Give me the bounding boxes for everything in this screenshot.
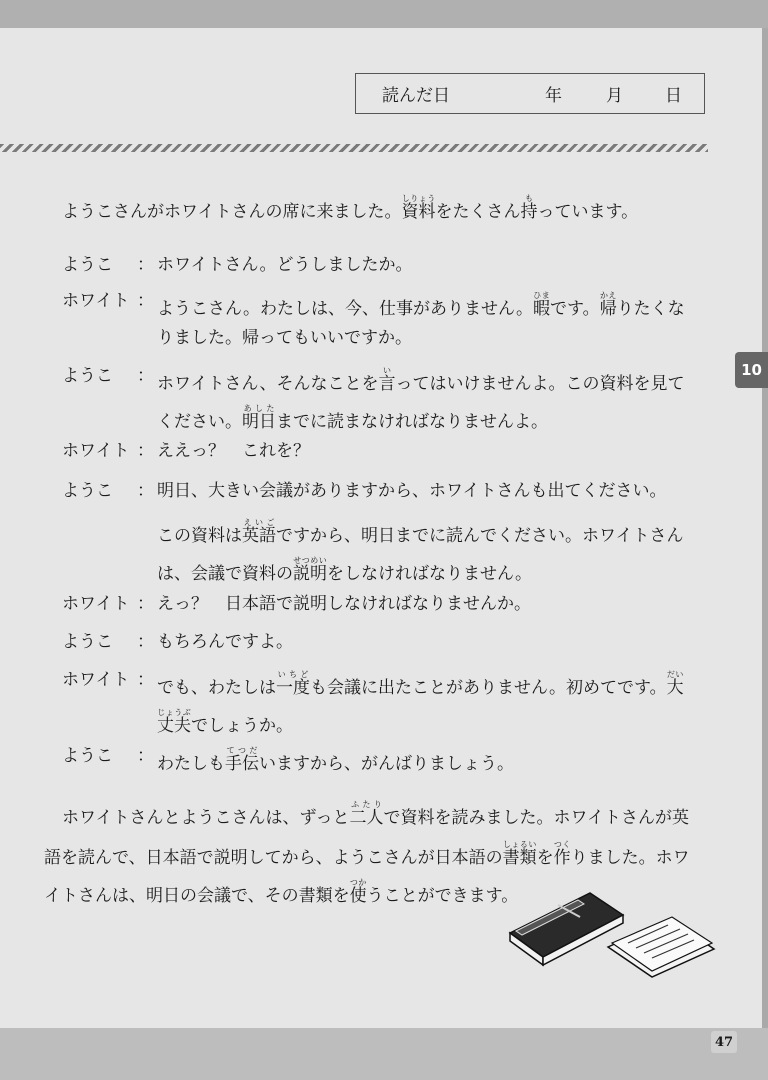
dialogue-line: ええっ？ これを？ [157,441,310,461]
dialogue-line: ようこさん。わたしは、今、仕事がありません。暇ひまです。帰かえりたくな [157,291,685,319]
month-label: 月 [606,86,623,106]
speaker-colon: ： [137,255,154,275]
speaker-colon: ： [137,632,154,652]
speaker-name: ようこ [62,481,113,501]
dialogue-line: ホワイトさん。どうしましたか。 [157,255,413,275]
book-icon [510,893,623,965]
speaker-colon: ： [137,481,154,501]
closing-line: 語を読んで、日本語で説明してから、ようこさんが日本語の書類しょるいを作つくりました。ホワ [44,840,690,868]
year-label: 年 [545,86,562,106]
speaker-name: ホワイト [62,441,130,461]
dialogue-line: は、会議で資料の説明せつめいをしなければなりません。 [157,556,533,584]
dialogue-line: でも、わたしは一度いちども会議に出たことがありません。初めてです。大だい [157,670,684,698]
speaker-colon: ： [137,366,154,386]
top-bar [0,0,768,28]
papers-icon [608,917,714,977]
speaker-colon: ： [137,594,154,614]
speaker-colon: ： [137,746,154,766]
dialogue-line: わたしも手伝てつだいますから、がんばりましょう。 [157,746,514,774]
intro-text: ようこさんがホワイトさんの席に来ました。資料しりょうをたくさん持もっています。 [62,194,639,222]
dialogue-line: この資料は英語えいごですから、明日までに読んでください。ホワイトさん [157,518,684,546]
speaker-name: ようこ [62,632,113,652]
dialogue-line: 明日、大きい会議がありますから、ホワイトさんも出てください。 [157,481,667,501]
dialogue-line: ください。明日あしたまでに読まなければなりませんよ。 [157,404,548,432]
closing-line: イトさんは、明日の会議で、その書類を使つかうことができます。 [44,878,519,906]
dialogue-line: もちろんですよ。 [157,632,293,652]
speaker-colon: ： [137,441,154,461]
speaker-name: ホワイト [62,670,130,690]
read-date-label: 読んだ日 [382,86,450,106]
dialogue-line: りました。帰ってもいいですか。 [157,328,412,348]
hatched-divider [0,144,708,152]
dialogue-line: えっ？ 日本語で説明しなければなりませんか。 [157,594,531,614]
speaker-colon: ： [137,291,154,311]
speaker-colon: ： [137,670,154,690]
speaker-name: ホワイト [62,291,130,311]
bottom-bar [0,1028,768,1080]
speaker-name: ホワイト [62,594,130,614]
speaker-name: ようこ [62,746,113,766]
chapter-tab[interactable]: 10 [735,352,768,388]
closing-line: ホワイトさんとようこさんは、ずっと二人ふたりで資料を読みました。ホワイトさんが英 [62,800,689,828]
read-date-box [355,73,705,114]
day-label: 日 [665,86,682,106]
dialogue-line: ホワイトさん、そんなことを言いってはいけませんよ。この資料を見て [157,366,685,394]
page-number: 47 [711,1031,737,1053]
speaker-name: ようこ [62,366,113,386]
books-illustration [508,885,723,980]
speaker-name: ようこ [62,255,113,275]
dialogue-line: 丈夫じょうぶでしょうか。 [157,708,293,736]
